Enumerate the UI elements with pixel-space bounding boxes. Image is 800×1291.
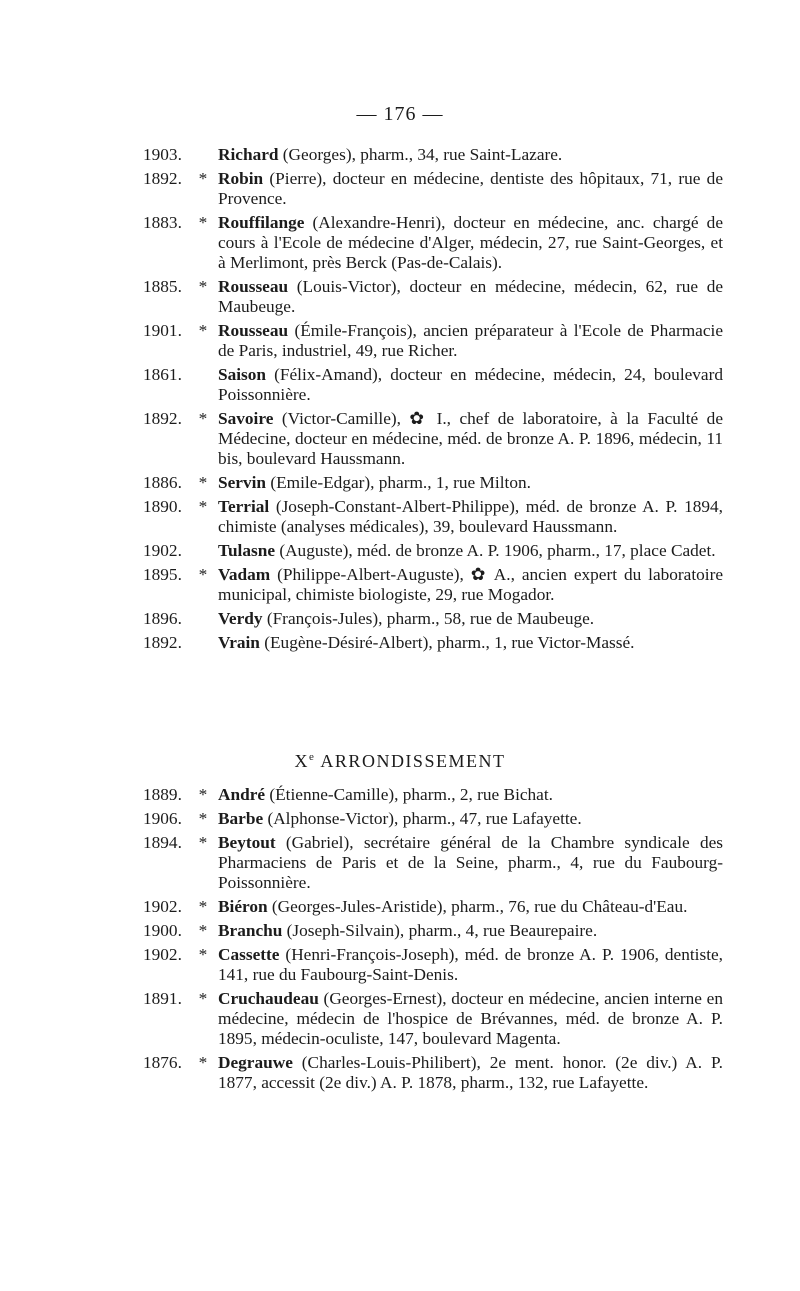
directory-entry xyxy=(143,321,723,361)
directory-entry xyxy=(143,277,723,317)
entry-name: Cruchaudeau xyxy=(218,989,319,1008)
entry-name: André xyxy=(218,785,266,804)
entry-year: 1876. xyxy=(143,1053,182,1072)
entry-year: 1883. xyxy=(143,213,182,232)
entry-year: 1894. xyxy=(143,833,182,852)
entry-name: Rousseau xyxy=(218,277,289,296)
entry-details: (Georges), pharm., 34, rue Saint-Lazare. xyxy=(278,145,563,164)
entry-details: (Georges-Ernest), docteur en médecine, ancien interne en médecine, médecin de l'hospice de Brévannes, méd. de bronze A. P. 1895, médecin-oculiste, 147, boulevard Magenta. xyxy=(218,989,723,1048)
entry-year: 1891. xyxy=(143,989,182,1008)
directory-entry xyxy=(143,609,723,629)
entry-name: Rouffilange xyxy=(218,213,305,232)
page-number: — 176 — xyxy=(356,103,444,125)
entry-year: 1896. xyxy=(143,609,182,628)
directory-list-x-arrondissement xyxy=(143,785,723,1097)
entry-name: Servin xyxy=(218,473,267,492)
entry-details: (Auguste), méd. de bronze A. P. 1906, pharm., 17, place Cadet. xyxy=(275,541,716,560)
section-heading xyxy=(0,751,800,772)
entry-name: Biéron xyxy=(218,897,268,916)
entry-name: Branchu xyxy=(218,921,283,940)
entry-details: (Joseph-Constant-Albert-Philippe), méd. de bronze A. P. 1894, chimiste (analyses médicales), 39, boulevard Haussmann. xyxy=(218,497,723,536)
entry-year: 1889. xyxy=(143,785,182,804)
entry-star: * xyxy=(198,921,208,940)
entry-year: 1902. xyxy=(143,897,182,916)
entry-details: (Étienne-Camille), pharm., 2, rue Bichat. xyxy=(265,785,553,804)
directory-list-ix-arrondissement xyxy=(143,145,723,657)
directory-entry xyxy=(143,145,723,165)
directory-entry xyxy=(143,833,723,893)
entry-details: (Victor-Camille), ✿ I., chef de laboratoire, à la Faculté de Médecine, docteur en médecine, méd. de bronze A. P. 1896, médecin, 11 bis, boulevard Haussmann. xyxy=(218,409,723,468)
directory-entry xyxy=(143,785,723,805)
entry-year: 1902. xyxy=(143,541,182,560)
entry-star: * xyxy=(198,565,208,584)
directory-entry xyxy=(143,921,723,941)
entry-details: (Alexandre-Henri), docteur en médecine, anc. chargé de cours à l'Ecole de médecine d'Alger, médecin, 27, rue Saint-Georges, et à Merlimont, près Berck (Pas-de-Calais). xyxy=(218,213,723,272)
heading-superscript: e xyxy=(309,751,316,763)
directory-entry xyxy=(143,897,723,917)
entry-name: Vrain xyxy=(218,633,260,652)
entry-details: (Félix-Amand), docteur en médecine, médecin, 24, boulevard Poissonnière. xyxy=(218,365,723,404)
directory-entry xyxy=(143,945,723,985)
entry-details: (Georges-Jules-Aristide), pharm., 76, rue du Château-d'Eau. xyxy=(267,897,688,916)
entry-star: * xyxy=(198,321,208,340)
directory-entry xyxy=(143,365,723,405)
entry-name: Terrial xyxy=(218,497,270,516)
directory-entry xyxy=(143,989,723,1049)
entry-year: 1892. xyxy=(143,409,182,428)
entry-star: * xyxy=(198,409,208,428)
directory-entry xyxy=(143,541,723,561)
entry-year: 1892. xyxy=(143,633,182,652)
entry-year: 1902. xyxy=(143,945,182,964)
directory-entry xyxy=(143,497,723,537)
directory-entry xyxy=(143,565,723,605)
entry-star: * xyxy=(198,897,208,916)
entry-name: Verdy xyxy=(218,609,263,628)
entry-star: * xyxy=(198,213,208,232)
directory-entry xyxy=(143,213,723,273)
entry-name: Richard xyxy=(218,145,279,164)
entry-name: Vadam xyxy=(218,565,271,584)
heading-word: ARRONDISSEMENT xyxy=(315,751,506,771)
entry-star: * xyxy=(198,169,208,188)
entry-star: * xyxy=(198,785,208,804)
entry-year: 1901. xyxy=(143,321,182,340)
entry-details: (Émile-François), ancien préparateur à l'Ecole de Pharmacie de Paris, industriel, 49, rue Richer. xyxy=(218,321,723,360)
directory-entry xyxy=(143,473,723,493)
entry-year: 1886. xyxy=(143,473,182,492)
entry-star: * xyxy=(198,945,208,964)
entry-star: * xyxy=(198,833,208,852)
entry-star: * xyxy=(198,1053,208,1072)
entry-year: 1885. xyxy=(143,277,182,296)
directory-entry xyxy=(143,409,723,469)
entry-details: (Philippe-Albert-Auguste), ✿ A., ancien expert du laboratoire municipal, chimiste biologiste, 29, rue Mogador. xyxy=(218,565,723,604)
entry-year: 1892. xyxy=(143,169,182,188)
entry-name: Rousseau xyxy=(218,321,289,340)
entry-star: * xyxy=(198,989,208,1008)
entry-name: Barbe xyxy=(218,809,264,828)
entry-name: Saison xyxy=(218,365,267,384)
entry-star: * xyxy=(198,277,208,296)
entry-star: * xyxy=(198,497,208,516)
entry-details: (Pierre), docteur en médecine, dentiste des hôpitaux, 71, rue de Provence. xyxy=(218,169,723,208)
entry-details: (Emile-Edgar), pharm., 1, rue Milton. xyxy=(266,473,531,492)
directory-entry xyxy=(143,809,723,829)
directory-entry xyxy=(143,169,723,209)
entry-details: (Joseph-Silvain), pharm., 4, rue Beaurepaire. xyxy=(282,921,598,940)
entry-name: Cassette xyxy=(218,945,280,964)
entry-details: (Gabriel), secrétaire général de la Chambre syndicale des Pharmaciens de Paris et de la Seine, pharm., 4, rue du Faubourg-Poissonnière. xyxy=(218,833,723,892)
entry-details: (Louis-Victor), docteur en médecine, médecin, 62, rue de Maubeuge. xyxy=(218,277,723,316)
entry-details: (Henri-François-Joseph), méd. de bronze A. P. 1906, dentiste, 141, rue du Faubourg-Saint-Denis. xyxy=(218,945,723,984)
entry-details: (Eugène-Désiré-Albert), pharm., 1, rue Victor-Massé. xyxy=(259,633,635,652)
heading-numeral: X xyxy=(294,751,310,771)
entry-details: (Charles-Louis-Philibert), 2e ment. honor. (2e div.) A. P. 1877, accessit (2e div.) A. P. 1878, pharm., 132, rue Lafayette. xyxy=(218,1053,723,1092)
entry-name: Robin xyxy=(218,169,264,188)
entry-year: 1890. xyxy=(143,497,182,516)
entry-details: (Alphonse-Victor), pharm., 47, rue Lafayette. xyxy=(263,809,582,828)
entry-star: * xyxy=(198,473,208,492)
entry-name: Beytout xyxy=(218,833,276,852)
entry-name: Tulasne xyxy=(218,541,275,560)
entry-year: 1900. xyxy=(143,921,182,940)
entry-star: * xyxy=(198,809,208,828)
entry-year: 1903. xyxy=(143,145,182,164)
directory-entry xyxy=(143,633,723,653)
entry-details: (François-Jules), pharm., 58, rue de Maubeuge. xyxy=(262,609,595,628)
entry-name: Savoire xyxy=(218,409,274,428)
entry-year: 1895. xyxy=(143,565,182,584)
directory-entry xyxy=(143,1053,723,1093)
entry-year: 1906. xyxy=(143,809,182,828)
entry-name: Degrauwe xyxy=(218,1053,293,1072)
entry-year: 1861. xyxy=(143,365,182,384)
